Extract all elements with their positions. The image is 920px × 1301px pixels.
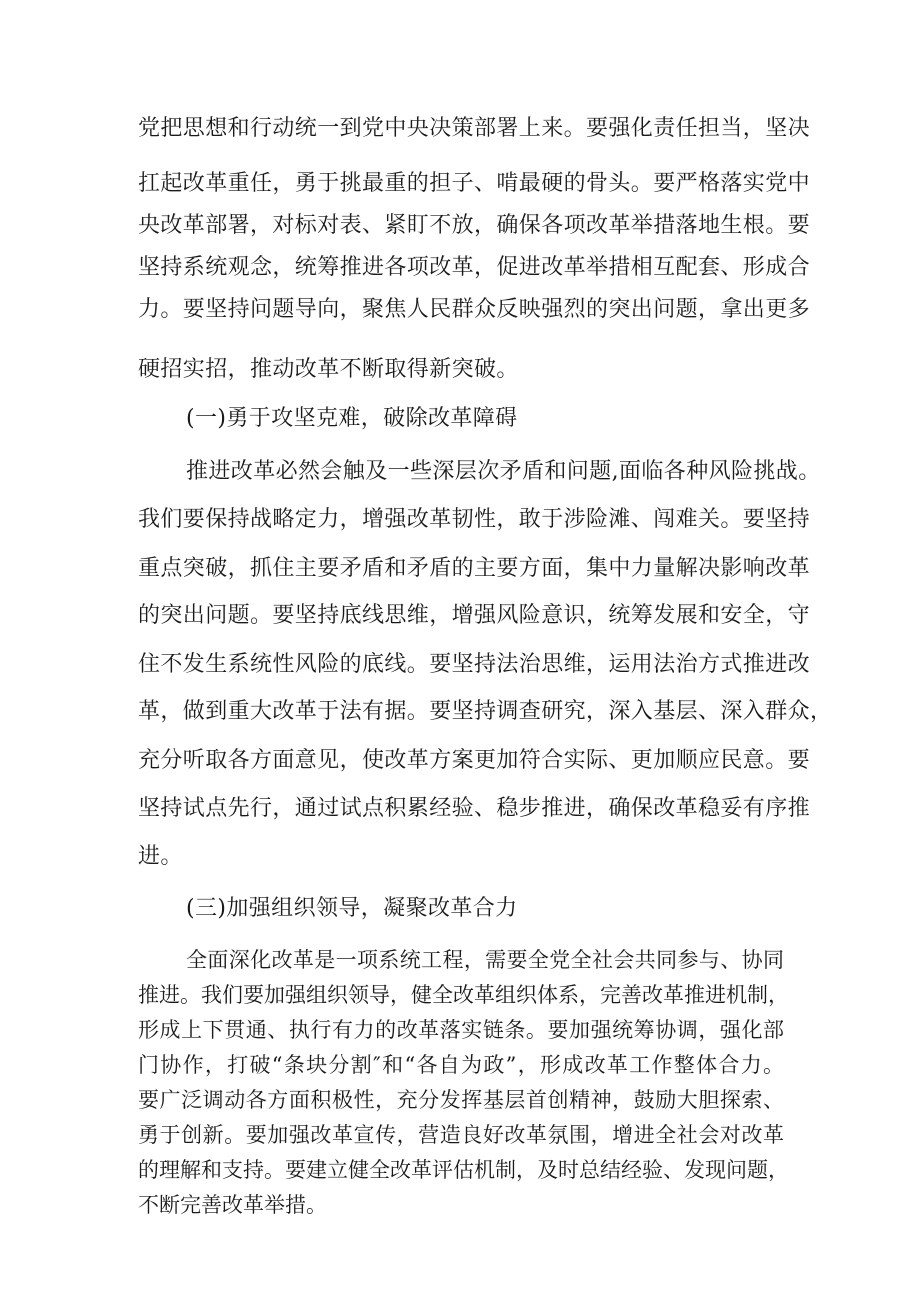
paragraph-line: 勇于创新。要加强改革宣传，营造良好改革氛围，增进全社会对改革 (138, 1123, 784, 1147)
paragraph-line: 充分听取各方面意见，使改革方案更加符合实际、更加顺应民意。要 (138, 748, 811, 773)
paragraph-line: 坚持试点先行，通过试点积累经验、稳步推进，确保改革稳妥有序推 (138, 796, 811, 821)
paragraph-line: 的突出问题。要坚持底线思维，增强风险意识，统筹发展和安全，守 (138, 603, 811, 628)
paragraph-line: 硬招实招，推动改革不断取得新突破。 (138, 357, 519, 382)
paragraph-line: 全面深化改革是一项系统工程，需要全党全社会共同参与、协同 (186, 948, 784, 972)
paragraph-line: 进。 (138, 844, 183, 869)
paragraph-line: 党把思想和行动统一到党中央决策部署上来。要强化责任担当，坚决 (138, 116, 811, 141)
paragraph-line: 重点突破，抓住主要矛盾和矛盾的主要方面，集中力量解决影响改革 (138, 556, 811, 581)
paragraph-line: 革，做到重大改革于法有据。要坚持调查研究，深入基层、深入群众， (138, 699, 833, 724)
paragraph-line: 力。要坚持问题导向，聚焦人民群众反映强烈的突出问题，拿出更多 (138, 297, 811, 322)
paragraph-line: 扛起改革重任，勇于挑最重的担子、啃最硬的骨头。要严格落实党中 (138, 171, 811, 196)
paragraph-line: 坚持系统观念，统筹推进各项改革，促进改革举措相互配套、形成合 (138, 255, 811, 280)
paragraph-line: 不断完善改革举措。 (138, 1193, 327, 1217)
paragraph-line: 央改革部署，对标对表、紧盯不放，确保各项改革举措落地生根。要 (138, 213, 811, 238)
paragraph-line: 住不发生系统性风险的底线。要坚持法治思维，运用法治方式推进改 (138, 652, 811, 677)
section-heading: (一)勇于攻坚克难，破除改革障碍 (186, 406, 518, 431)
paragraph-line: 我们要保持战略定力，增强改革韧性，敢于涉险滩、闯难关。要坚持 (138, 507, 811, 532)
paragraph-line: 形成上下贯通、执行有力的改革落实链条。要加强统筹协调，强化部 (138, 1018, 784, 1042)
paragraph-line: 门协作，打破“条块分割″和“各自为政”，形成改革工作整体合力。 (138, 1053, 784, 1077)
paragraph-line: 推进。我们要加强组织领导，健全改革组织体系，完善改革推进机制， (138, 983, 789, 1007)
paragraph-line: 推进改革必然会触及一些深层次矛盾和问题,面临各种风险挑战。 (186, 459, 821, 484)
paragraph-line: 要广泛调动各方面积极性，充分发挥基层首创精神，鼓励大胆探索、 (138, 1088, 784, 1112)
section-heading: (三)加强组织领导，凝聚改革合力 (186, 896, 518, 921)
paragraph-line: 的理解和支持。要建立健全改革评估机制，及时总结经验、发现问题， (138, 1158, 789, 1182)
